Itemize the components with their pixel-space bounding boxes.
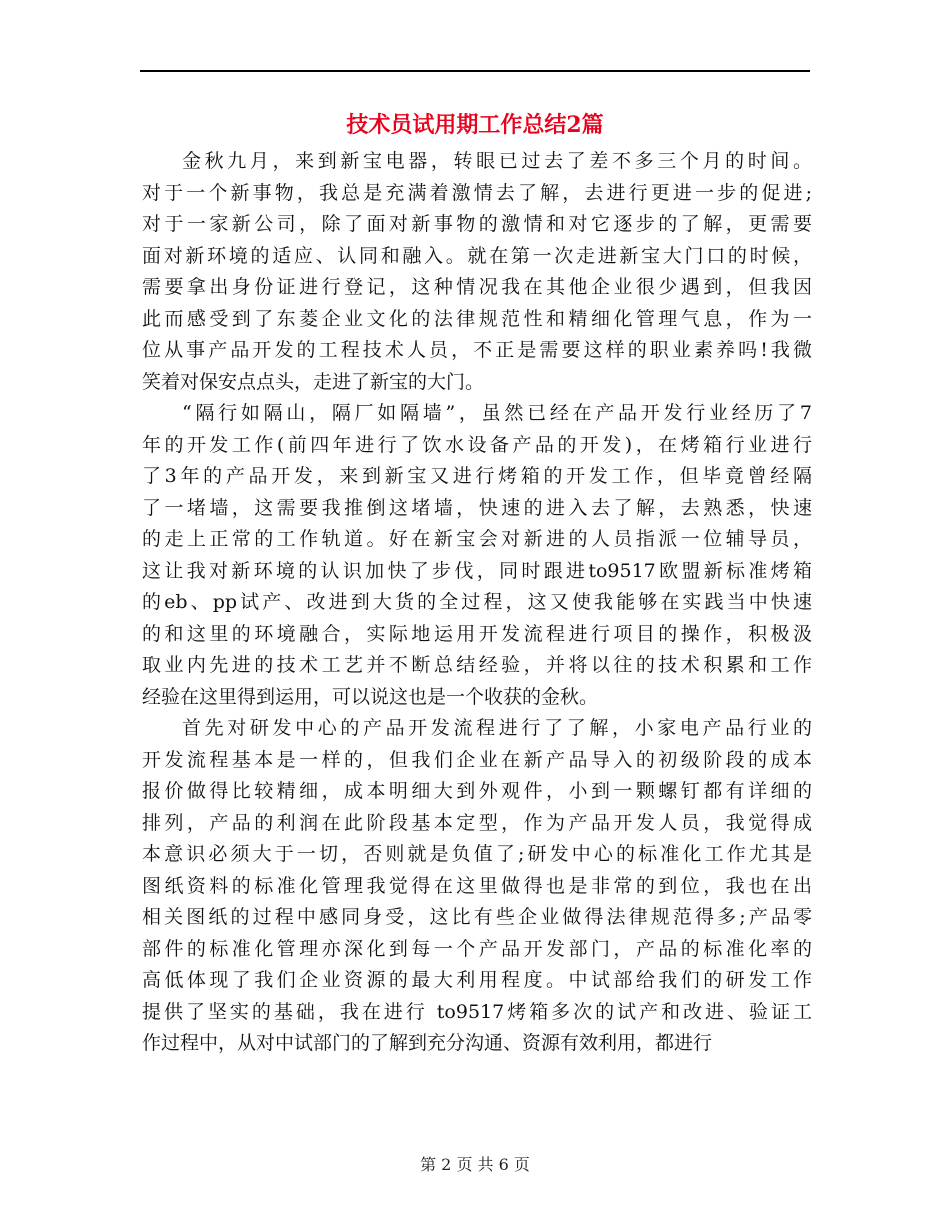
paragraph-3-line: 首先对研发中心的产品开发流程进行了了解，小家电产品行业的 [182,717,812,739]
paragraph-2-line: 经验在这里得到运用，可以说这也是一个收获的金秋。 [142,685,599,708]
paragraph-3-line: 部件的标准化管理亦深化到每一个产品开发部门，产品的标准化率的 [142,937,812,960]
paragraph-1-line: 面对新环境的适应、认同和融入。就在第一次走进新宝大门口的时候， [142,244,812,267]
paragraph-2-line: 年的开发工作(前四年进行了饮水设备产品的开发)，在烤箱行业进行 [142,433,812,456]
paragraph-3-line: 作过程中，从对中试部门的了解到充分沟通、资源有效利用，都进行 [142,1032,713,1054]
paragraph-2-line: “隔行如隔山，隔厂如隔墙”，虽然已经在产品开发行业经历了7 [182,402,812,424]
page-footer: 第 2 页 共 6 页 [420,1155,530,1174]
paragraph-1-line: 需要拿出身份证进行登记，这种情况我在其他企业很少遇到，但我因 [142,276,812,298]
paragraph-1-line: 对于一个新事物，我总是充满着激情去了解，去进行更进一步的促进; [142,181,812,204]
paragraph-1-line: 此而感受到了东菱企业文化的法律规范性和精细化管理气息，作为一 [142,307,812,330]
paragraph-3-line: 本意识必须大于一切，否则就是负值了;研发中心的标准化工作尤其是 [142,843,812,865]
paragraph-1-line: 位从事产品开发的工程技术人员，不正是需要这样的职业素养吗!我微 [142,339,812,361]
paragraph-3-line: 排列，产品的利润在此阶段基本定型，作为产品开发人员，我觉得成 [142,811,812,834]
paragraph-3-line: 高低体现了我们企业资源的最大利用程度。中试部给我们的研发工作 [142,969,812,991]
document-title: 技术员试用期工作总结2篇 [346,112,604,138]
document-body [142,146,812,1060]
paragraph-2-line: 这让我对新环境的认识加快了步伐，同时跟进to9517欧盟新标准烤箱 [142,559,812,582]
paragraph-1-line: 对于一家新公司，除了面对新事物的激情和对它逐步的了解，更需要 [142,213,812,235]
paragraph-2-line: 取业内先进的技术工艺并不断总结经验，并将以往的技术积累和工作 [142,654,812,676]
paragraph-3-line: 报价做得比较精细，成本明细大到外观件，小到一颗螺钉都有详细的 [142,780,812,802]
paragraph-2-line: 的走上正常的工作轨道。好在新宝会对新进的人员指派一位辅导员， [142,528,812,550]
paragraph-3-line: 开发流程基本是一样的，但我们企业在新产品导入的初级阶段的成本 [142,748,812,771]
paragraph-3-line: 相关图纸的过程中感同身受，这比有些企业做得法律规范得多;产品零 [142,906,812,928]
paragraph-2-line: 了3年的产品开发，来到新宝又进行烤箱的开发工作，但毕竟曾经隔 [142,465,812,487]
paragraph-3-line: 提供了坚实的基础，我在进行 to9517烤箱多次的试产和改进、验证工 [142,1000,812,1023]
paragraph-3-line: 图纸资料的标准化管理我觉得在这里做得也是非常的到位，我也在出 [142,874,812,897]
header-rule [140,70,810,72]
paragraph-2-line: 了一堵墙，这需要我推倒这堵墙，快速的进入去了解，去熟悉，快速 [142,496,812,519]
paragraph-1-line: 笑着对保安点点头，走进了新宝的大门。 [142,370,485,393]
paragraph-1-line: 金秋九月，来到新宝电器，转眼已过去了差不多三个月的时间。 [182,150,812,172]
paragraph-2-line: 的eb、pp试产、改进到大货的全过程，这又使我能够在实践当中快速 [142,591,812,613]
paragraph-2-line: 的和这里的环境融合，实际地运用开发流程进行项目的操作，积极汲 [142,622,812,645]
